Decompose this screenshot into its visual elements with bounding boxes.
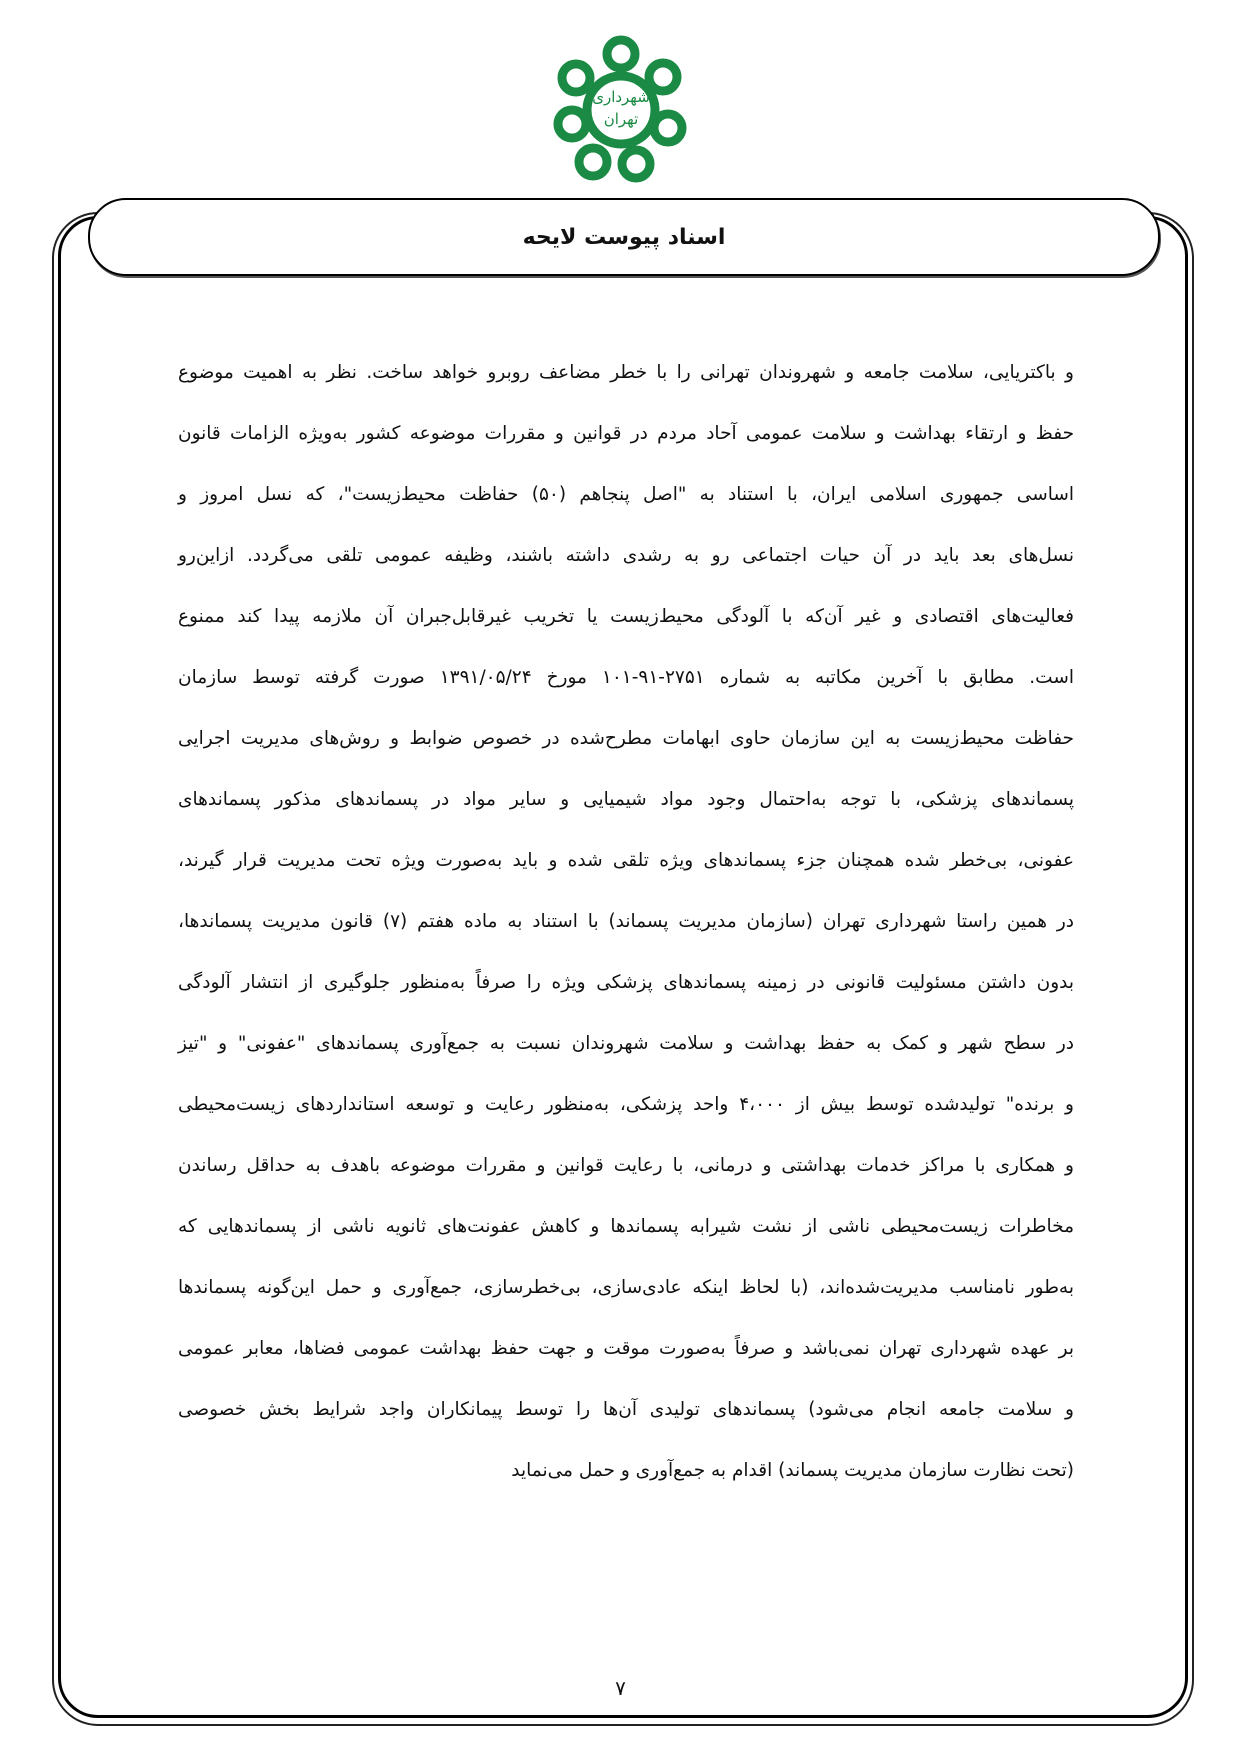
paragraph-line: حفظ و ارتقاء بهداشت و سلامت عمومی آحاد مردم در قوانین و مقررات موضوعه کشور به‌ویژه الزامات قانون — [178, 423, 1074, 444]
paragraph-line: فعالیت‌های اقتصادی و غیر آن‌که با آلودگی محیط‌زیست یا تخریب غیرقابل‌جبران آن ملازمه پیدا کند ممنوع — [178, 606, 1074, 627]
paragraph-line: نسل‌های بعد باید در آن حیات اجتماعی رو به رشدی داشته باشند، وظیفه عمومی تلقی می‌گردد. ازاین‌رو — [178, 545, 1074, 566]
svg-text:تهران: تهران — [603, 110, 639, 128]
paragraph-line: در سطح شهر و کمک به حفظ بهداشت و سلامت شهروندان نسبت به جمع‌آوری پسماندهای "عفونی" و "تیز — [178, 1033, 1074, 1054]
paragraph-line: حفاظت محیط‌زیست به این سازمان حاوی ابهامات مطرح‌شده در خصوص ضوابط و روش‌های مدیریت اجرایی — [178, 728, 1074, 749]
paragraph-line: بدون داشتن مسئولیت قانونی در زمینه پسماندهای پزشکی ویژه را صرفاً به‌منظور جلوگیری از انتشار آلودگی — [178, 972, 1074, 993]
page-number: ۷ — [615, 1676, 626, 1700]
page-title: اسناد پیوست لایحه — [522, 224, 726, 250]
paragraph-line: (تحت نظارت سازمان مدیریت پسماند) اقدام به جمع‌آوری و حمل می‌نماید — [511, 1460, 1074, 1481]
tehran-municipality-logo — [548, 32, 694, 184]
title-banner — [88, 198, 1160, 276]
paragraph-line: و همکاری با مراکز خدمات بهداشتی و درمانی، با رعایت قوانین و مقررات موضوعه باهدف به حداقل رساندن — [178, 1155, 1074, 1176]
paragraph-line: بر عهده شهرداری تهران نمی‌باشد و صرفاً به‌صورت موقت و جهت حفظ بهداشت عمومی فضاها، معابر عمومی — [178, 1338, 1074, 1359]
paragraph-line: اساسی جمهوری اسلامی ایران، با استناد به "اصل پنجاهم (۵۰) حفاظت محیط‌زیست"، که نسل امروز و — [178, 484, 1074, 505]
paragraph-line: و باکتریایی، سلامت جامعه و شهروندان تهرانی را با خطر مضاعف روبرو خواهد ساخت. نظر به اهمیت موضوع — [178, 362, 1074, 383]
paragraph-line: و سلامت جامعه انجام می‌شود) پسماندهای تولیدی آن‌ها را توسط پیمانکاران واجد شرایط بخش خصوصی — [178, 1399, 1074, 1420]
paragraph-line: پسماندهای پزشکی، با توجه به‌احتمال وجود مواد شیمیایی و سایر مواد در پسماندهای مذکور پسماندهای — [178, 789, 1074, 810]
paragraph-line: مخاطرات زیست‌محیطی ناشی از نشت شیرابه پسماندها و کاهش عفونت‌های ثانویه ناشی از پسماندهایی که — [178, 1216, 1074, 1237]
svg-text:شهرداری: شهرداری — [592, 88, 650, 106]
paragraph-line: است. مطابق با آخرین مکاتبه به شماره ۲۷۵۱-۹۱-۱۰۱ مورخ ۱۳۹۱/۰۵/۲۴ صورت گرفته توسط سازمان — [178, 667, 1074, 688]
paragraph-line: در همین راستا شهرداری تهران (سازمان مدیریت پسماند) با استناد به ماده هفتم (۷) قانون مدیریت پسماندها، — [178, 911, 1074, 932]
paragraph-line: به‌طور نامناسب مدیریت‌شده‌اند، (با لحاظ اینکه عادی‌سازی، بی‌خطرسازی، جمع‌آوری و حمل این‌گونه پسماندها — [178, 1277, 1074, 1298]
body-text — [178, 356, 1074, 1515]
paragraph-line: عفونی، بی‌خطر شده همچنان جزء پسماندهای ویژه تلقی شده و باید به‌صورت ویژه تحت مدیریت قرار گیرند، — [178, 850, 1074, 871]
paragraph-line: و برنده" تولیدشده توسط بیش از ۴،۰۰۰ واحد پزشکی، به‌منظور رعایت و توسعه استانداردهای زیست‌محیطی — [178, 1094, 1074, 1115]
